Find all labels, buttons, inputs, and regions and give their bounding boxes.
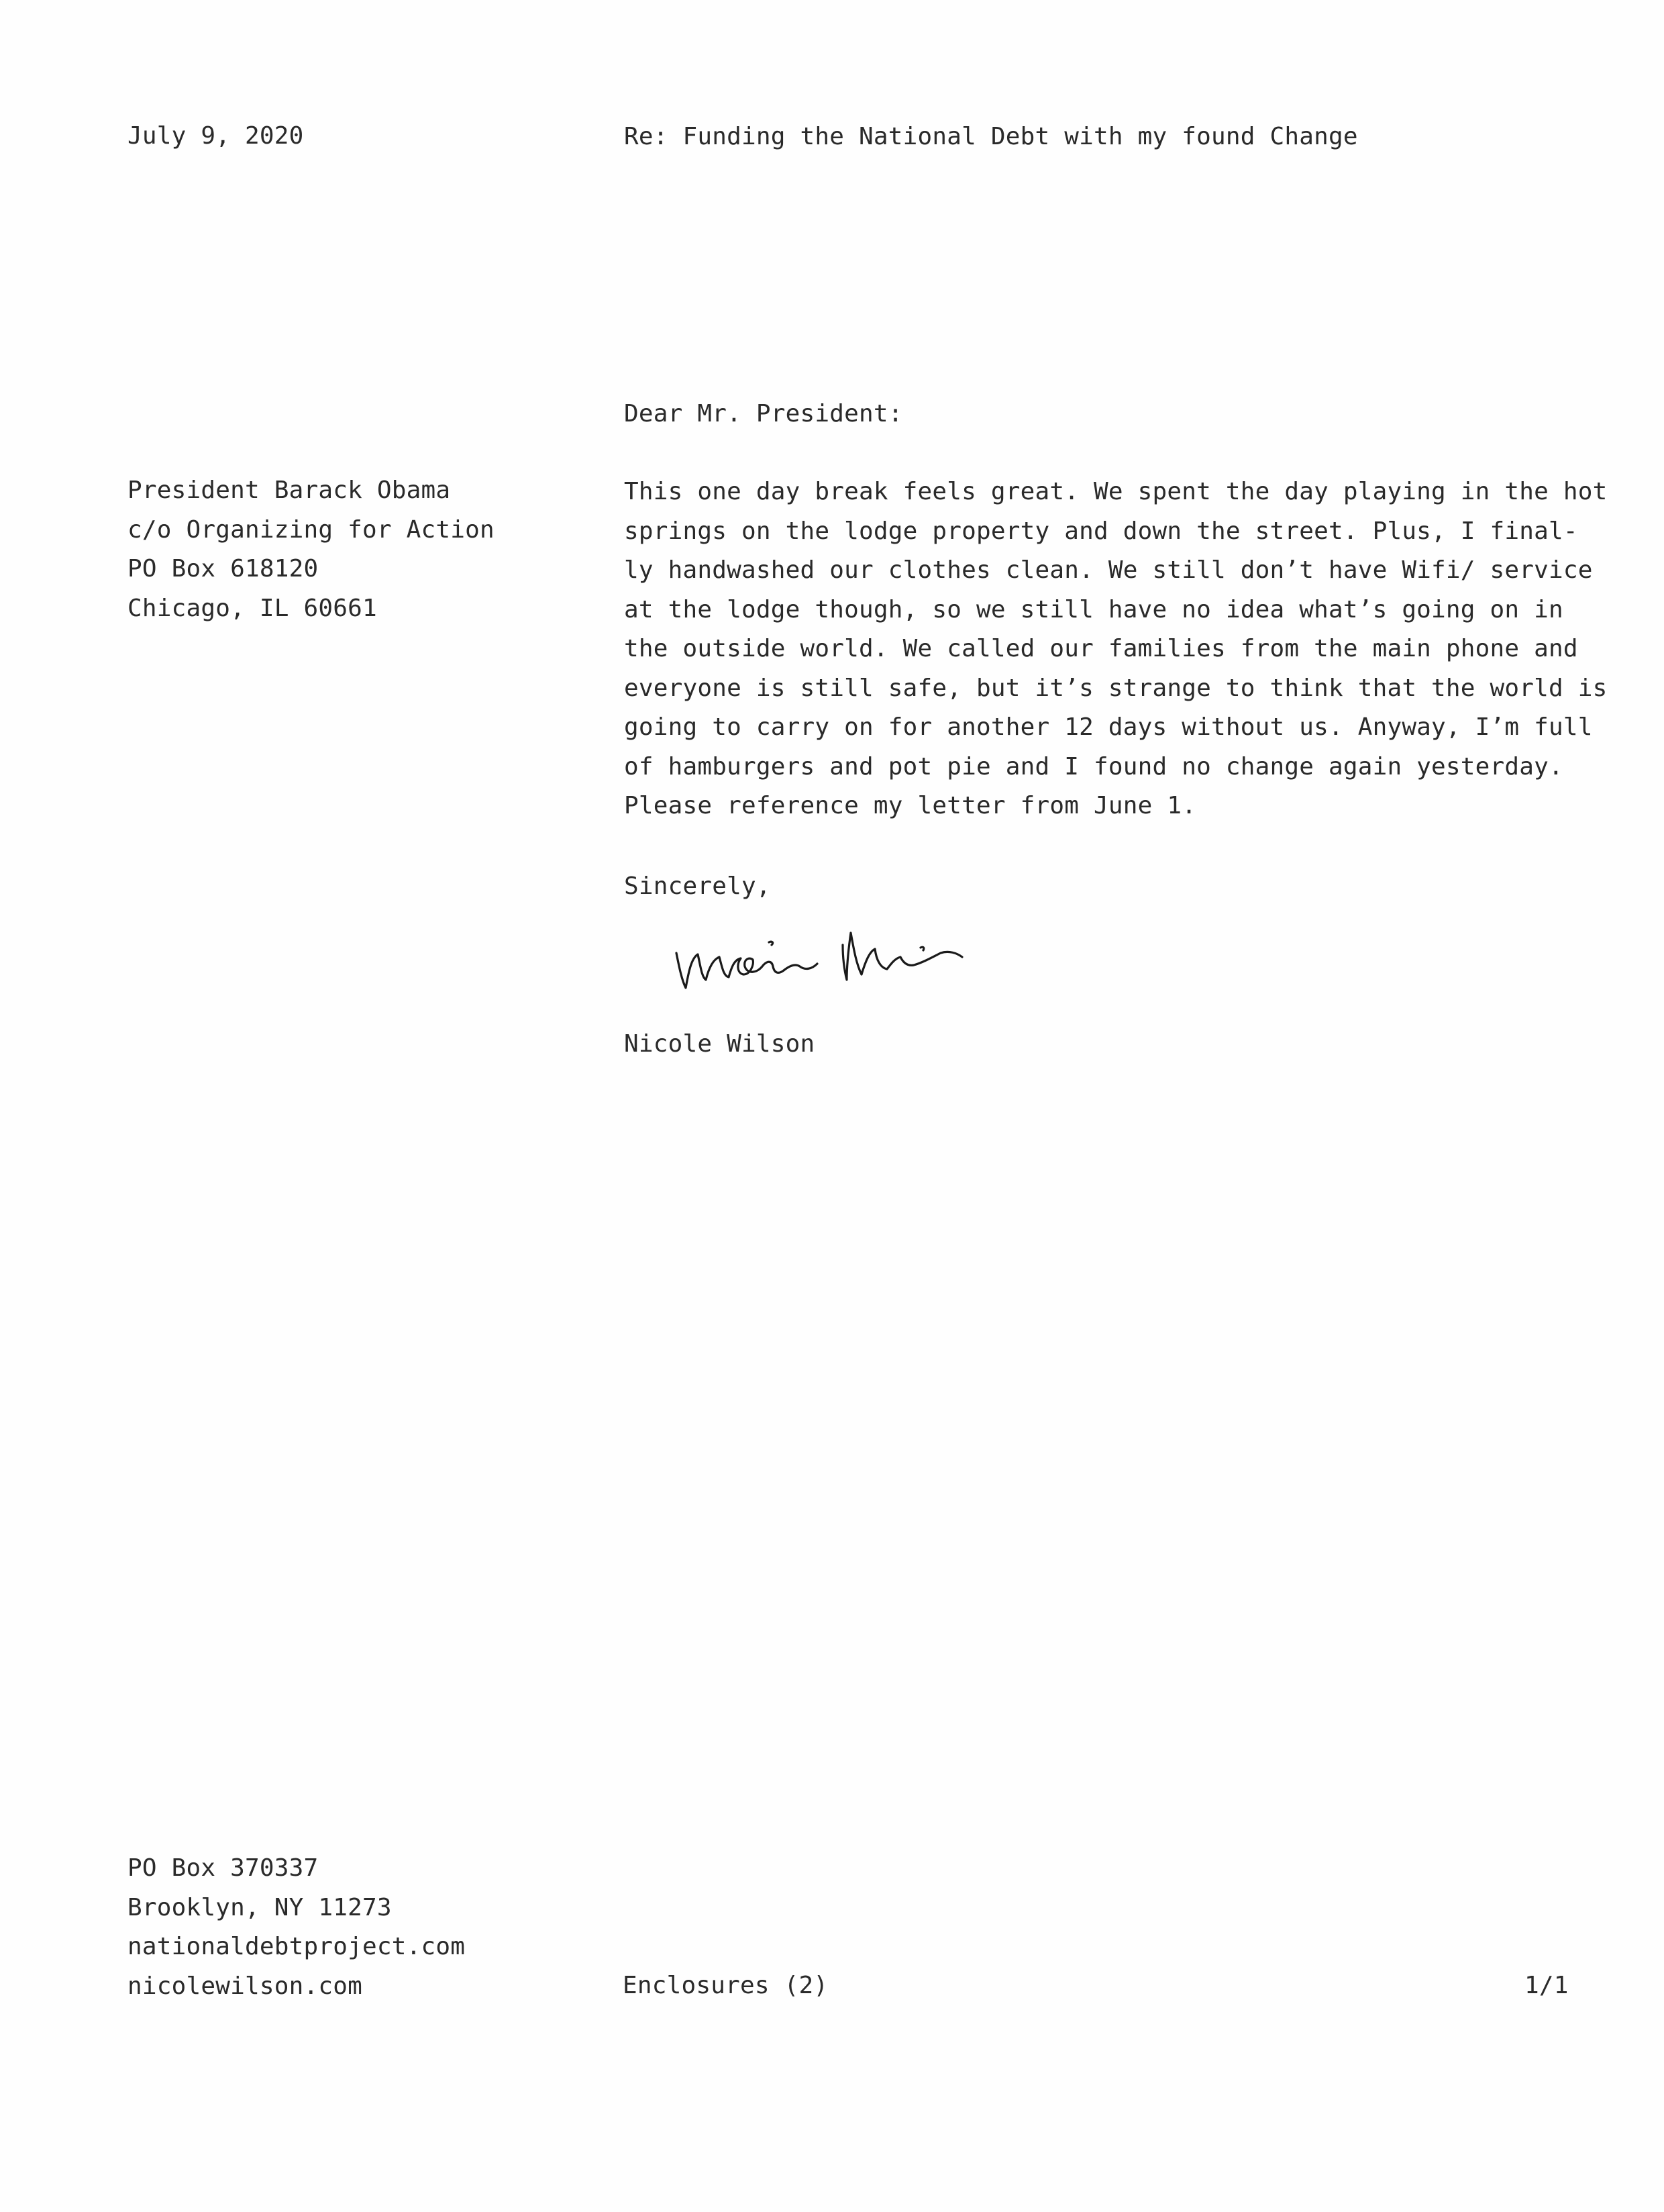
sender-city: Brooklyn, NY 11273 [127, 1893, 392, 1921]
body-line: Please reference my letter from June 1. [624, 792, 1197, 819]
signer-name: Nicole Wilson [624, 1030, 815, 1058]
body-line: ly handwashed our clothes clean. We still don’t have Wifi/ service [624, 556, 1593, 584]
enclosures-note: Enclosures (2) [623, 1972, 829, 1999]
body-line: This one day break feels great. We spent the day playing in the hot [624, 478, 1608, 505]
sender-website-project: nationaldebtproject.com [127, 1933, 466, 1960]
letter-date: July 9, 2020 [127, 122, 304, 150]
body-line: everyone is still safe, but it’s strange to think that the world is [624, 674, 1608, 702]
body-line: of hamburgers and pot pie and I found no change again yesterday. [624, 752, 1563, 781]
body-line: going to carry on for another 12 days without us. Anyway, I’m full [624, 713, 1593, 741]
recipient-po-box: PO Box 618120 [127, 555, 319, 583]
salutation: Dear Mr. President: [624, 400, 903, 428]
body-line: at the lodge though, so we still have no idea what’s going on in [624, 595, 1563, 623]
letter-body [624, 472, 1608, 826]
sender-address [127, 1849, 465, 2006]
handwritten-signature [671, 913, 1020, 1000]
body-line: springs on the lodge property and down the street. Plus, I final- [624, 517, 1578, 545]
recipient-city: Chicago, IL 60661 [127, 594, 377, 622]
page-number: 1/1 [1524, 1972, 1569, 1999]
recipient-name: President Barack Obama [127, 476, 451, 504]
sender-po-box: PO Box 370337 [127, 1854, 319, 1882]
sender-website-personal: nicolewilson.com [127, 1972, 362, 2000]
letter-subject: Re: Funding the National Debt with my found Change [624, 123, 1358, 150]
recipient-organization: c/o Organizing for Action [127, 515, 495, 544]
closing: Sincerely, [624, 872, 771, 900]
body-line: the outside world. We called our families from the main phone and [624, 635, 1578, 662]
recipient-address [127, 471, 495, 628]
